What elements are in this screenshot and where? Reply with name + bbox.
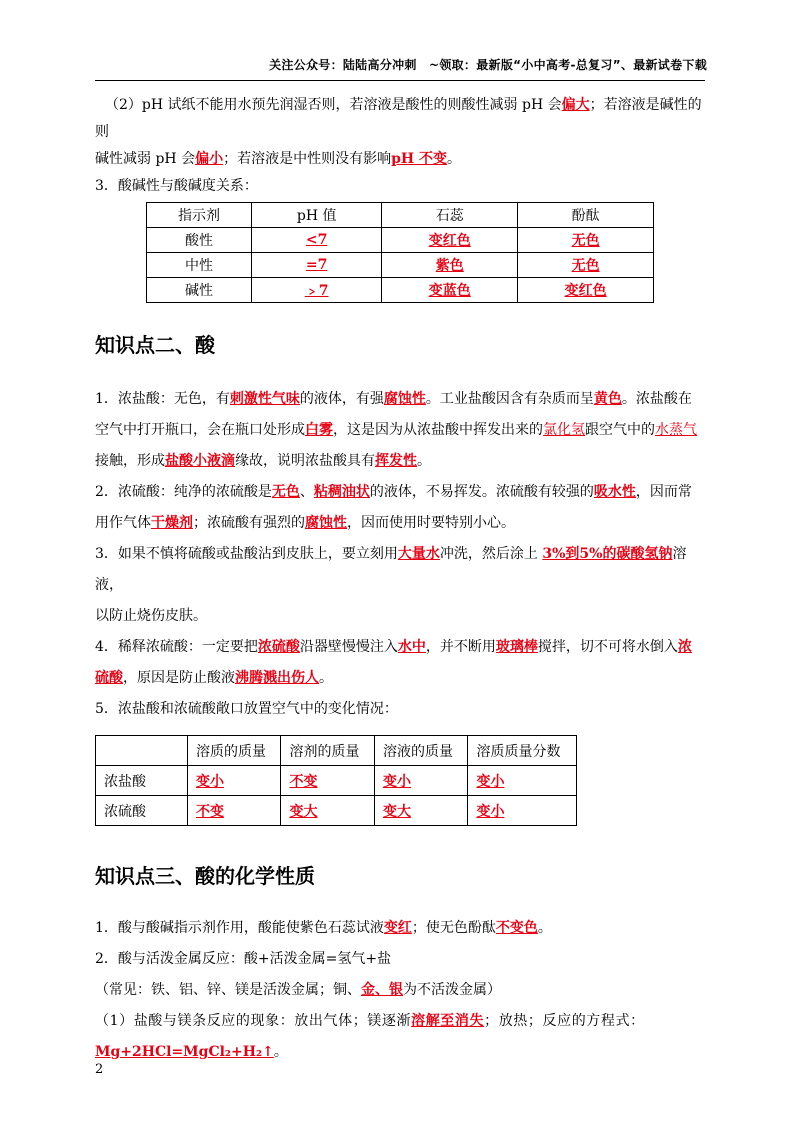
paragraph-active-metal: 2．酸与活泼金属反应：酸+活泼金属=氢气+盐 [95, 951, 392, 967]
table-header-cell: 石蕊 [382, 203, 518, 228]
answer: 水蒸气 [655, 422, 697, 438]
answer: 腐蚀性 [383, 391, 426, 407]
table-cell: 浓盐酸 [96, 766, 188, 796]
answer: 玻璃棒 [495, 639, 538, 655]
text: 。 [446, 151, 461, 167]
text: 空气中打开瓶口，会在瓶口处形成 [95, 422, 305, 438]
text: 沿器壁慢慢注入 [299, 639, 398, 655]
paragraph-exposure: 5．浓盐酸和浓硫酸敞口放置空气中的变化情况： [95, 701, 398, 717]
answer: 黄色 [593, 391, 622, 407]
text: 。 [273, 1044, 289, 1060]
answer: 粘稠油状 [313, 484, 370, 500]
table-header-cell: 溶液的质量 [374, 736, 467, 766]
table-header-cell: 溶质的质量 [188, 736, 281, 766]
text: 。 [319, 670, 333, 686]
table-header-cell: pH 值 [252, 203, 382, 228]
intro-paragraph [95, 92, 705, 173]
answer: 浓硫酸 [257, 639, 300, 655]
table-cell: 紫色 [382, 253, 518, 278]
text: 1．酸与酸碱指示剂作用，酸能使紫色石蕊试液 [95, 920, 384, 936]
text: （常见：铁、铝、锌、镁是活泼金属；铜、 [95, 982, 361, 998]
exposure-table [95, 735, 577, 826]
paragraph-hydrochloric-acid [95, 384, 705, 477]
answer: 偏大 [561, 97, 590, 113]
table-cell: 无色 [518, 253, 654, 278]
table-cell: 变大 [281, 796, 374, 826]
answer: 刺激性气味 [229, 391, 300, 407]
text: 以防止烧伤皮肤。 [95, 608, 207, 624]
answer: 氯化氢 [543, 422, 585, 438]
answer: 干燥剂 [151, 515, 193, 531]
text: 接触，形成 [95, 453, 165, 469]
answer: 偏小 [195, 151, 224, 167]
table-cell: 变红色 [518, 278, 654, 303]
table-cell: 变小 [468, 766, 577, 796]
answer: 变红 [383, 920, 412, 936]
page-number: 2 [95, 1062, 104, 1077]
answer: 沸腾溅出伤人 [235, 670, 319, 686]
text: 冲洗，然后涂上 [439, 546, 543, 562]
text: 2．浓硫酸：纯净的浓硫酸是 [95, 484, 272, 500]
paragraph-skin-contact [95, 539, 705, 632]
page-header: 关注公众号：陆陆高分冲刺 ~领取：最新版“小中高考-总复习”、最新试卷下载 [269, 58, 707, 72]
answer: 腐蚀性 [305, 515, 347, 531]
answer: 3% [542, 546, 566, 562]
table-row [96, 796, 577, 826]
table-cell: 不变 [188, 796, 281, 826]
table-header-cell [96, 736, 188, 766]
table-cell: =7 [252, 253, 382, 278]
text: ，因而使用时要特别小心。 [347, 515, 515, 531]
table-header-cell: 指示剂 [147, 203, 252, 228]
table-row [147, 228, 654, 253]
answer: 大量水 [397, 546, 440, 562]
answer: 无色 [271, 484, 300, 500]
paragraph-magnesium [95, 1006, 705, 1068]
table-cell: 变蓝色 [382, 278, 518, 303]
text: ；若溶液是中性则没有影响 [223, 151, 392, 167]
table-cell: 无色 [518, 228, 654, 253]
text: ；放热；反应的方程式： [484, 1013, 645, 1029]
text: ；使无色酚酞 [411, 920, 496, 936]
table-header-cell: 溶剂的质量 [281, 736, 374, 766]
answer: 吸水性 [593, 484, 636, 500]
table-cell: ﹥7 [252, 278, 382, 303]
text: 、 [299, 484, 314, 500]
text: ；浓硫酸有强烈的 [193, 515, 305, 531]
text: 的液体，有强 [299, 391, 384, 407]
header-rule [95, 80, 705, 81]
answer: 金、银 [361, 982, 403, 998]
text: （1）盐酸与镁条反应的现象：放出气体；镁逐渐 [95, 1013, 412, 1029]
table-cell: <7 [252, 228, 382, 253]
text: ，并不断用 [425, 639, 496, 655]
answer: 溶解至消失 [411, 1013, 485, 1029]
table-cell: 变红色 [382, 228, 518, 253]
answer: 挥发性 [375, 453, 417, 469]
acidity-table [146, 202, 654, 303]
answer: 白雾 [305, 422, 333, 438]
text: 的液体，不易挥发。浓硫酸有较强的 [369, 484, 594, 500]
answer: 硫酸 [95, 670, 123, 686]
page-content [95, 92, 705, 1068]
table-row [147, 253, 654, 278]
answer: 不变色 [495, 920, 538, 936]
text: 为不活泼金属） [403, 982, 501, 998]
text: 4．稀释浓硫酸：一定要把 [95, 639, 258, 655]
table-header-row [147, 203, 654, 228]
text: ，因而常 [635, 484, 692, 500]
table-row [147, 278, 654, 303]
paragraph-indicator [95, 913, 705, 944]
table-cell: 变小 [374, 766, 467, 796]
table-cell: 变大 [374, 796, 467, 826]
answer: 到 [565, 546, 580, 562]
table-cell: 变小 [468, 796, 577, 826]
paragraph-sulfuric-acid [95, 477, 705, 539]
table-header-row [96, 736, 577, 766]
table-cell: 变小 [188, 766, 281, 796]
text: 。工业盐酸因含有杂质而呈 [425, 391, 594, 407]
paragraph-dilution [95, 632, 705, 694]
text: 。 [417, 453, 431, 469]
text: 缘故，说明浓盐酸具有 [235, 453, 375, 469]
answer: 5%的碳酸氢钠 [579, 546, 673, 562]
table-header-cell: 酚酞 [518, 203, 654, 228]
table-cell: 碱性 [147, 278, 252, 303]
table-cell: 不变 [281, 766, 374, 796]
equation: Mg+2HCl=MgCl₂+H₂↑ [95, 1044, 274, 1060]
text: ，这是因为从浓盐酸中挥发出来的 [333, 422, 543, 438]
text: 用作气体 [95, 515, 151, 531]
text: 碱性减弱 pH 会 [95, 151, 196, 167]
text: 。浓盐酸在 [621, 391, 692, 407]
text: （2）pH 试纸不能用水预先润湿否则，若溶液是酸性的则酸性减弱 pH 会 [105, 97, 562, 113]
table-cell: 酸性 [147, 228, 252, 253]
paragraph-metal-note [95, 975, 705, 1006]
section-title-acid-properties: 知识点三、酸的化学性质 [95, 864, 315, 888]
text: 溶液， [95, 546, 687, 593]
table-cell: 中性 [147, 253, 252, 278]
answer: 浓 [677, 639, 692, 655]
text: ，原因是防止酸液 [123, 670, 235, 686]
answer: 盐酸小液滴 [165, 453, 235, 469]
text: 跟空气中的 [585, 422, 655, 438]
answer: 水中 [397, 639, 426, 655]
text: 搅拌，切不可将水倒入 [537, 639, 678, 655]
text: 3．如果不慎将硫酸或盐酸沾到皮肤上，要立刻用 [95, 546, 398, 562]
text: 1．浓盐酸：无色，有 [95, 391, 230, 407]
section-title-acid: 知识点二、酸 [95, 333, 215, 357]
answer: pH 不变 [391, 151, 447, 167]
text: 。 [537, 920, 552, 936]
table-cell: 浓硫酸 [96, 796, 188, 826]
table-row [96, 766, 577, 796]
text: ；若溶液是碱性的则 [95, 97, 702, 140]
table-header-cell: 溶质质量分数 [468, 736, 577, 766]
intro-heading-3: 3．酸碱性与酸碱度关系： [95, 178, 258, 194]
